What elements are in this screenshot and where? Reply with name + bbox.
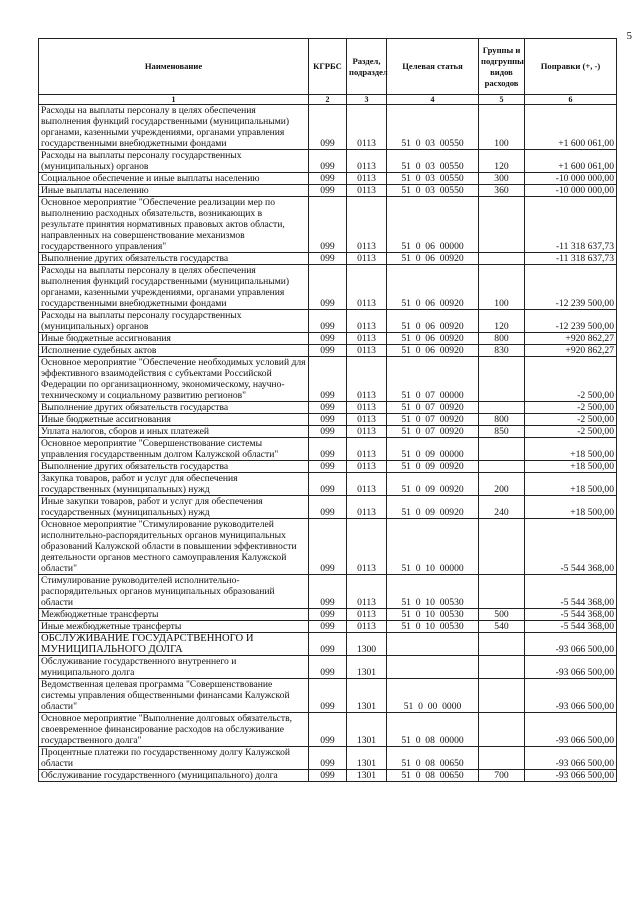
row-expense-group xyxy=(479,633,525,656)
table-row xyxy=(39,473,617,496)
row-amendment: +1 600 061,00 xyxy=(525,150,617,173)
row-expense-group: 700 xyxy=(479,770,525,782)
row-kgrbs: 099 xyxy=(309,150,347,173)
row-expense-group xyxy=(479,253,525,265)
row-name: Ведомственная целевая программа "Совершенствование системы управления общественными финансами Калужской области" xyxy=(39,679,309,713)
row-expense-group xyxy=(479,461,525,473)
row-section: 0113 xyxy=(347,310,387,333)
row-target-article: 51 0 10 00000 xyxy=(387,519,479,575)
row-section: 0113 xyxy=(347,621,387,633)
row-target-article: 51 0 09 00920 xyxy=(387,473,479,496)
row-amendment: -10 000 000,00 xyxy=(525,185,617,197)
row-kgrbs: 099 xyxy=(309,473,347,496)
row-expense-group xyxy=(479,357,525,402)
row-kgrbs: 099 xyxy=(309,770,347,782)
row-target-article: 51 0 08 00000 xyxy=(387,713,479,747)
row-target-article: 51 0 03 00550 xyxy=(387,173,479,185)
row-amendment: -93 066 500,00 xyxy=(525,679,617,713)
row-amendment: -12 239 500,00 xyxy=(525,265,617,310)
row-name: Основное мероприятие "Обеспечение реализации мер по выполнению расходных обязательств, возникающих в результате принятия нормативных правовых актов области, направленных на совершенствование механизмов государственного управления" xyxy=(39,197,309,253)
row-section: 0113 xyxy=(347,473,387,496)
header-kgrbs: КГРБС xyxy=(309,39,347,95)
row-section: 0113 xyxy=(347,197,387,253)
row-name: Иные выплаты населению xyxy=(39,185,309,197)
row-name: Исполнение судебных актов xyxy=(39,345,309,357)
table-row xyxy=(39,461,617,473)
row-target-article: 51 0 07 00000 xyxy=(387,357,479,402)
column-number: 4 xyxy=(387,95,479,105)
row-amendment: -93 066 500,00 xyxy=(525,770,617,782)
row-kgrbs: 099 xyxy=(309,265,347,310)
table-row xyxy=(39,333,617,345)
table-row xyxy=(39,633,617,656)
row-target-article: 51 0 06 00920 xyxy=(387,333,479,345)
row-section: 0113 xyxy=(347,519,387,575)
row-section: 0113 xyxy=(347,265,387,310)
row-name: Иные бюджетные ассигнования xyxy=(39,414,309,426)
table-row xyxy=(39,357,617,402)
row-amendment: -5 544 368,00 xyxy=(525,519,617,575)
row-amendment: +920 862,27 xyxy=(525,333,617,345)
row-expense-group: 360 xyxy=(479,185,525,197)
row-section: 0113 xyxy=(347,414,387,426)
row-target-article: 51 0 00 0000 xyxy=(387,679,479,713)
row-amendment: -93 066 500,00 xyxy=(525,633,617,656)
table-row xyxy=(39,150,617,173)
header-amendments: Поправки (+, -) xyxy=(525,39,617,95)
row-section: 1301 xyxy=(347,747,387,770)
row-expense-group: 800 xyxy=(479,333,525,345)
row-name: Обслуживание государственного (муниципального) долга xyxy=(39,770,309,782)
row-name: Выполнение других обязательств государства xyxy=(39,461,309,473)
row-kgrbs: 099 xyxy=(309,519,347,575)
row-section: 0113 xyxy=(347,438,387,461)
row-name: Выполнение других обязательств государства xyxy=(39,253,309,265)
row-name: Расходы на выплаты персоналу государственных (муниципальных) органов xyxy=(39,150,309,173)
row-section: 0113 xyxy=(347,575,387,609)
row-expense-group: 850 xyxy=(479,426,525,438)
row-section: 0113 xyxy=(347,150,387,173)
row-target-article: 51 0 07 00920 xyxy=(387,414,479,426)
row-amendment: -5 544 368,00 xyxy=(525,609,617,621)
row-name: Расходы на выплаты персоналу в целях обеспечения выполнения функций государственными (муниципальными) органами, казенными учреждениями, органами управления государственными внебюджетными фондами xyxy=(39,105,309,150)
row-target-article: 51 0 09 00920 xyxy=(387,496,479,519)
row-section: 0113 xyxy=(347,253,387,265)
table-row xyxy=(39,185,617,197)
row-name: ОБСЛУЖИВАНИЕ ГОСУДАРСТВЕННОГО И МУНИЦИПАЛЬНОГО ДОЛГА xyxy=(39,633,309,656)
row-kgrbs: 099 xyxy=(309,414,347,426)
row-target-article: 51 0 06 00920 xyxy=(387,345,479,357)
row-section: 0113 xyxy=(347,426,387,438)
row-name: Межбюджетные трансферты xyxy=(39,609,309,621)
row-amendment: -5 544 368,00 xyxy=(525,575,617,609)
table-row xyxy=(39,656,617,679)
header-row xyxy=(39,39,617,95)
row-kgrbs: 099 xyxy=(309,575,347,609)
table-row xyxy=(39,438,617,461)
row-name: Основное мероприятие "Выполнение долговых обязательств, своевременное финансирование расходов на обслуживание государственного долга" xyxy=(39,713,309,747)
table-row xyxy=(39,265,617,310)
row-kgrbs: 099 xyxy=(309,185,347,197)
row-name: Выполнение других обязательств государства xyxy=(39,402,309,414)
row-amendment: -93 066 500,00 xyxy=(525,656,617,679)
row-kgrbs: 099 xyxy=(309,438,347,461)
row-amendment: -11 318 637,73 xyxy=(525,253,617,265)
row-kgrbs: 099 xyxy=(309,173,347,185)
row-amendment: +18 500,00 xyxy=(525,461,617,473)
table-row xyxy=(39,345,617,357)
row-kgrbs: 099 xyxy=(309,426,347,438)
row-kgrbs: 099 xyxy=(309,310,347,333)
row-expense-group xyxy=(479,519,525,575)
row-target-article xyxy=(387,633,479,656)
row-section: 0113 xyxy=(347,496,387,519)
row-target-article: 51 0 10 00530 xyxy=(387,609,479,621)
row-section: 0113 xyxy=(347,105,387,150)
row-section: 0113 xyxy=(347,609,387,621)
row-amendment: +18 500,00 xyxy=(525,438,617,461)
row-name: Основное мероприятие "Стимулирование руководителей исполнительно-распорядительных органов муниципальных образований Калужской области в повышении эффективности деятельности органов местного самоуправления Калужской области" xyxy=(39,519,309,575)
row-kgrbs: 099 xyxy=(309,713,347,747)
row-amendment: +1 600 061,00 xyxy=(525,105,617,150)
column-number: 2 xyxy=(309,95,347,105)
table-row xyxy=(39,575,617,609)
row-name: Расходы на выплаты персоналу государственных (муниципальных) органов xyxy=(39,310,309,333)
header-name: Наименование xyxy=(39,39,309,95)
table-row xyxy=(39,496,617,519)
row-section: 0113 xyxy=(347,345,387,357)
table-row xyxy=(39,519,617,575)
row-expense-group xyxy=(479,575,525,609)
row-amendment: +920 862,27 xyxy=(525,345,617,357)
row-target-article: 51 0 09 00000 xyxy=(387,438,479,461)
row-name: Иные бюджетные ассигнования xyxy=(39,333,309,345)
row-name: Иные межбюджетные трансферты xyxy=(39,621,309,633)
header-expense-groups: Группы и подгруппы видов расходов xyxy=(479,39,525,95)
row-kgrbs: 099 xyxy=(309,621,347,633)
row-section: 0113 xyxy=(347,402,387,414)
column-number: 1 xyxy=(39,95,309,105)
row-kgrbs: 099 xyxy=(309,633,347,656)
row-expense-group: 120 xyxy=(479,150,525,173)
row-kgrbs: 099 xyxy=(309,197,347,253)
table-row xyxy=(39,173,617,185)
table-row xyxy=(39,770,617,782)
row-kgrbs: 099 xyxy=(309,609,347,621)
row-target-article: 51 0 10 00530 xyxy=(387,621,479,633)
row-expense-group xyxy=(479,656,525,679)
row-section: 0113 xyxy=(347,461,387,473)
row-kgrbs: 099 xyxy=(309,461,347,473)
row-amendment: -2 500,00 xyxy=(525,402,617,414)
row-target-article: 51 0 06 00920 xyxy=(387,265,479,310)
row-amendment: -11 318 637,73 xyxy=(525,197,617,253)
row-amendment: +18 500,00 xyxy=(525,473,617,496)
row-section: 0113 xyxy=(347,185,387,197)
row-expense-group: 830 xyxy=(479,345,525,357)
row-kgrbs: 099 xyxy=(309,402,347,414)
row-kgrbs: 099 xyxy=(309,105,347,150)
row-name: Иные закупки товаров, работ и услуг для обеспечения государственных (муниципальных) нужд xyxy=(39,496,309,519)
row-name: Основное мероприятие "Совершенствование системы управления государственным долгом Калужской области" xyxy=(39,438,309,461)
row-name: Уплата налогов, сборов и иных платежей xyxy=(39,426,309,438)
row-kgrbs: 099 xyxy=(309,253,347,265)
table-row xyxy=(39,609,617,621)
row-name: Обслуживание государственного внутреннего и муниципального долга xyxy=(39,656,309,679)
row-expense-group: 300 xyxy=(479,173,525,185)
row-target-article: 51 0 08 00650 xyxy=(387,770,479,782)
row-amendment: +18 500,00 xyxy=(525,496,617,519)
row-name: Закупка товаров, работ и услуг для обеспечения государственных (муниципальных) нужд xyxy=(39,473,309,496)
table-row xyxy=(39,679,617,713)
table-row xyxy=(39,747,617,770)
header-target-article: Целевая статья xyxy=(387,39,479,95)
table-row xyxy=(39,253,617,265)
row-section: 1301 xyxy=(347,770,387,782)
table-row xyxy=(39,621,617,633)
table-row xyxy=(39,310,617,333)
row-name: Основное мероприятие "Обеспечение необходимых условий для эффективного взаимодействия с субъектами Российской Федерации по организационному, экономическому, научно-техническому и социальному развитию регионов" xyxy=(39,357,309,402)
row-amendment: -2 500,00 xyxy=(525,357,617,402)
row-name: Социальное обеспечение и иные выплаты населению xyxy=(39,173,309,185)
row-kgrbs: 099 xyxy=(309,333,347,345)
row-kgrbs: 099 xyxy=(309,679,347,713)
column-number: 3 xyxy=(347,95,387,105)
row-target-article: 51 0 08 00650 xyxy=(387,747,479,770)
row-target-article: 51 0 06 00920 xyxy=(387,253,479,265)
table-row xyxy=(39,402,617,414)
header-section: Раздел, подраздел xyxy=(347,39,387,95)
table-row xyxy=(39,414,617,426)
row-expense-group xyxy=(479,402,525,414)
row-name: Процентные платежи по государственному долгу Калужской области xyxy=(39,747,309,770)
row-expense-group xyxy=(479,679,525,713)
column-number-row xyxy=(39,95,617,105)
row-target-article: 51 0 09 00920 xyxy=(387,461,479,473)
row-amendment: -5 544 368,00 xyxy=(525,621,617,633)
row-section: 1301 xyxy=(347,656,387,679)
row-expense-group xyxy=(479,747,525,770)
row-target-article xyxy=(387,656,479,679)
row-kgrbs: 099 xyxy=(309,656,347,679)
row-expense-group xyxy=(479,197,525,253)
table-row xyxy=(39,713,617,747)
row-expense-group: 100 xyxy=(479,105,525,150)
row-section: 1300 xyxy=(347,633,387,656)
row-kgrbs: 099 xyxy=(309,345,347,357)
row-expense-group: 240 xyxy=(479,496,525,519)
row-expense-group: 800 xyxy=(479,414,525,426)
row-section: 0113 xyxy=(347,333,387,345)
row-expense-group: 120 xyxy=(479,310,525,333)
row-target-article: 51 0 03 00550 xyxy=(387,185,479,197)
row-target-article: 51 0 06 00000 xyxy=(387,197,479,253)
row-target-article: 51 0 03 00550 xyxy=(387,150,479,173)
row-amendment: -2 500,00 xyxy=(525,426,617,438)
row-target-article: 51 0 03 00550 xyxy=(387,105,479,150)
row-target-article: 51 0 07 00920 xyxy=(387,402,479,414)
row-expense-group: 100 xyxy=(479,265,525,310)
row-expense-group: 500 xyxy=(479,609,525,621)
row-amendment: -93 066 500,00 xyxy=(525,713,617,747)
table-row xyxy=(39,197,617,253)
table-row xyxy=(39,426,617,438)
row-amendment: -93 066 500,00 xyxy=(525,747,617,770)
row-expense-group xyxy=(479,713,525,747)
row-expense-group xyxy=(479,438,525,461)
row-amendment: -10 000 000,00 xyxy=(525,173,617,185)
row-expense-group: 200 xyxy=(479,473,525,496)
page-number: 5 xyxy=(626,30,632,42)
table-row xyxy=(39,105,617,150)
row-section: 1301 xyxy=(347,713,387,747)
row-kgrbs: 099 xyxy=(309,357,347,402)
row-section: 0113 xyxy=(347,173,387,185)
row-target-article: 51 0 07 00920 xyxy=(387,426,479,438)
row-kgrbs: 099 xyxy=(309,496,347,519)
budget-amendments-table xyxy=(38,38,617,782)
column-number: 5 xyxy=(479,95,525,105)
row-section: 0113 xyxy=(347,357,387,402)
row-expense-group: 540 xyxy=(479,621,525,633)
row-amendment: -12 239 500,00 xyxy=(525,310,617,333)
column-number: 6 xyxy=(525,95,617,105)
row-name: Стимулирование руководителей исполнительно-распорядительных органов муниципальных образований области xyxy=(39,575,309,609)
row-target-article: 51 0 06 00920 xyxy=(387,310,479,333)
row-name: Расходы на выплаты персоналу в целях обеспечения выполнения функций государственными (муниципальными) органами, казенными учреждениями, органами управления государственными внебюджетными фондами xyxy=(39,265,309,310)
row-target-article: 51 0 10 00530 xyxy=(387,575,479,609)
row-kgrbs: 099 xyxy=(309,747,347,770)
row-section: 1301 xyxy=(347,679,387,713)
row-amendment: -2 500,00 xyxy=(525,414,617,426)
